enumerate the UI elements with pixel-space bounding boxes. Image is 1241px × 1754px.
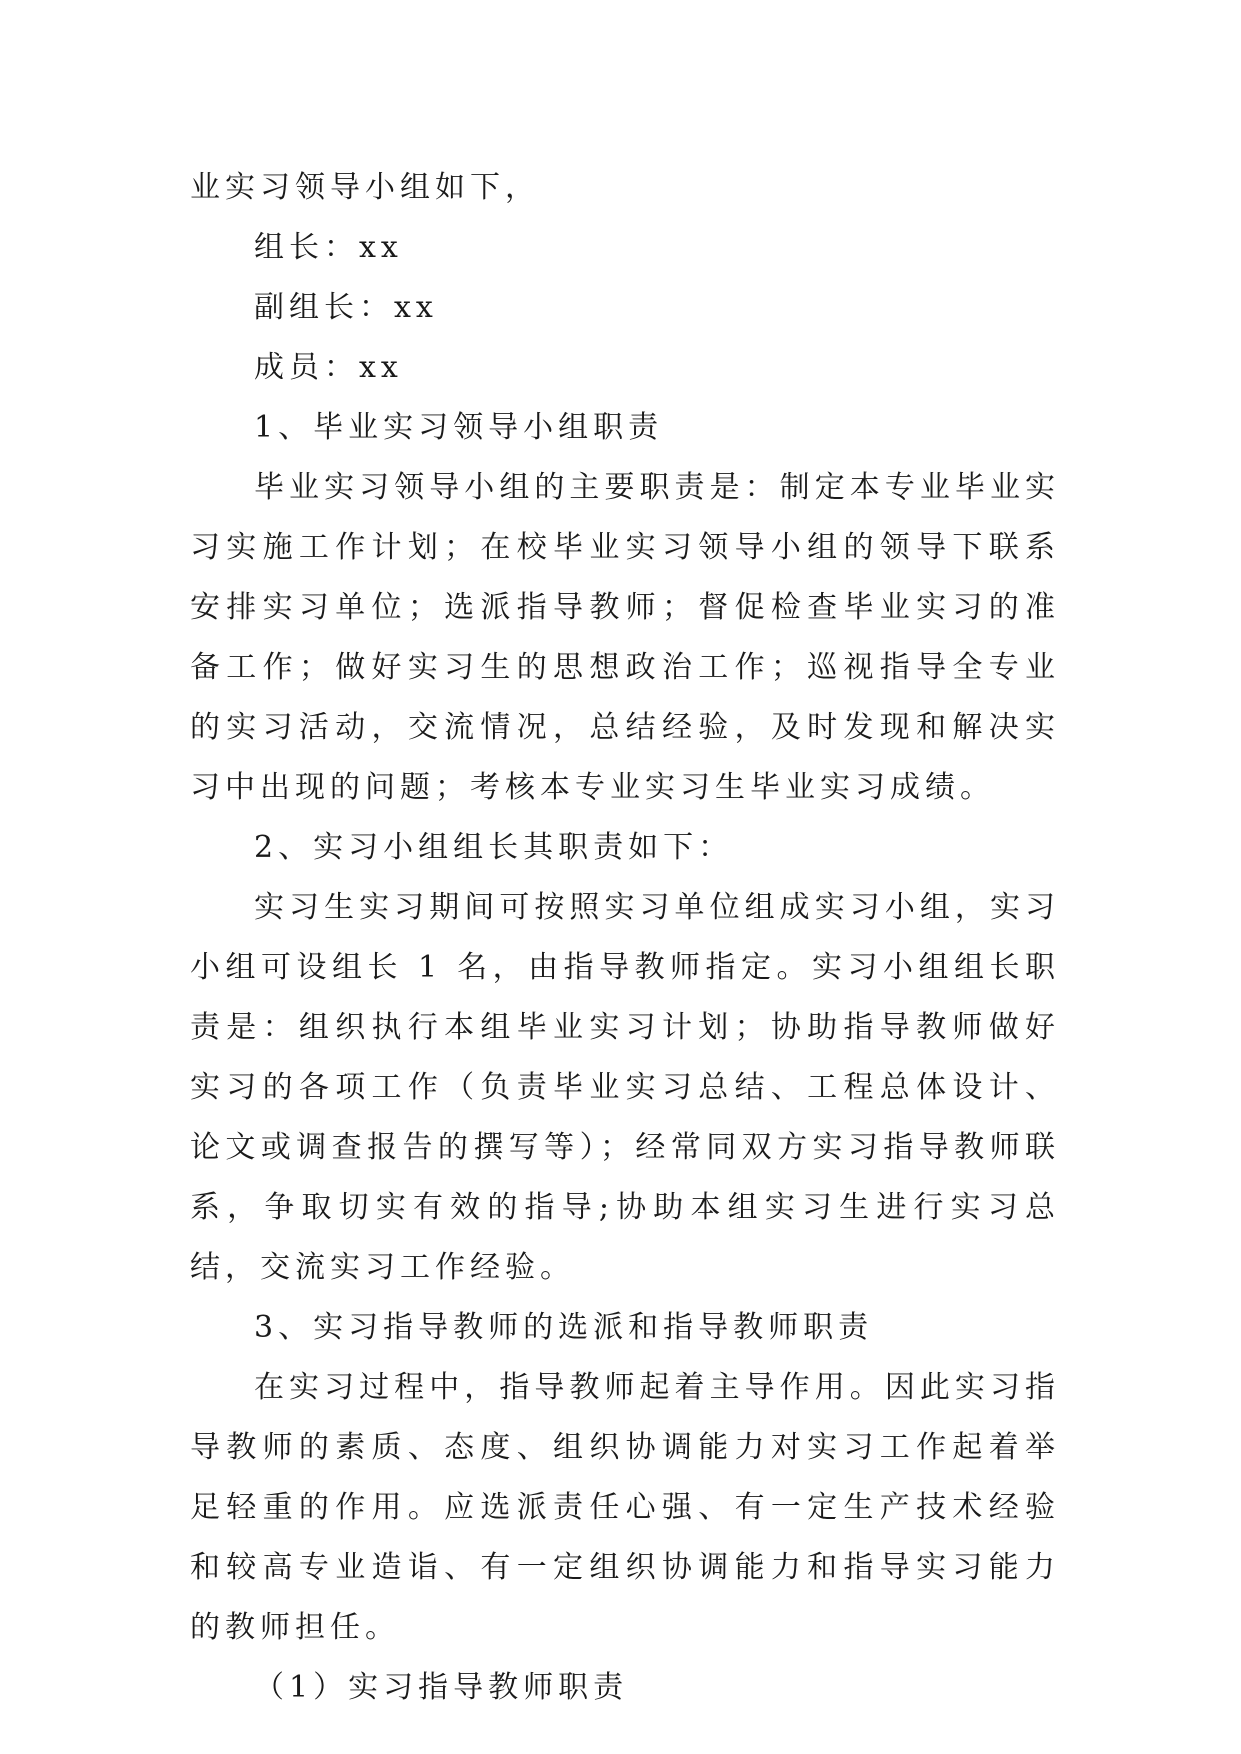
document-body (190, 158, 1060, 1718)
paragraph-leadership-duties: 毕业实习领导小组的主要职责是：制定本专业毕业实习实施工作计划；在校毕业实习领导小组的领导下联系安排实习单位；选派指导教师；督促检查毕业实习的准备工作；做好实习生的思想政治工作；巡视指导全专业的实习活动，交流情况，总结经验，及时发现和解决实习中出现的问题；考核本专业实习生毕业实习成绩。 (190, 470, 1060, 805)
paragraph-members: 成员：xx (254, 350, 403, 385)
paragraph-leader: 组长：xx (254, 230, 403, 265)
subsection-heading-1: （1）实习指导教师职责 (254, 1670, 629, 1705)
section-heading-1: 1、毕业实习领导小组职责 (254, 410, 664, 445)
paragraph-deputy-leader: 副组长：xx (254, 290, 438, 325)
section-heading-2: 2、实习小组组长其职责如下： (254, 830, 734, 865)
paragraph-group-leader-duties: 实习生实习期间可按照实习单位组成实习小组，实习小组可设组长 1 名，由指导教师指定。实习小组组长职责是：组织执行本组毕业实习计划；协助指导教师做好实习的各项工作（负责毕业实习总结、工程总体设计、论文或调查报告的撰写等）；经常同双方实习指导教师联系，争取切实有效的指导;协助本组实习生进行实习总结，交流实习工作经验。 (190, 890, 1060, 1285)
paragraph-continuation: 业实习领导小组如下， (190, 170, 540, 205)
paragraph-teacher-selection: 在实习过程中，指导教师起着主导作用。因此实习指导教师的素质、态度、组织协调能力对实习工作起着举足轻重的作用。应选派责任心强、有一定生产技术经验和较高专业造诣、有一定组织协调能力和指导实习能力的教师担任。 (190, 1370, 1060, 1645)
section-heading-3: 3、实习指导教师的选派和指导教师职责 (254, 1310, 874, 1345)
